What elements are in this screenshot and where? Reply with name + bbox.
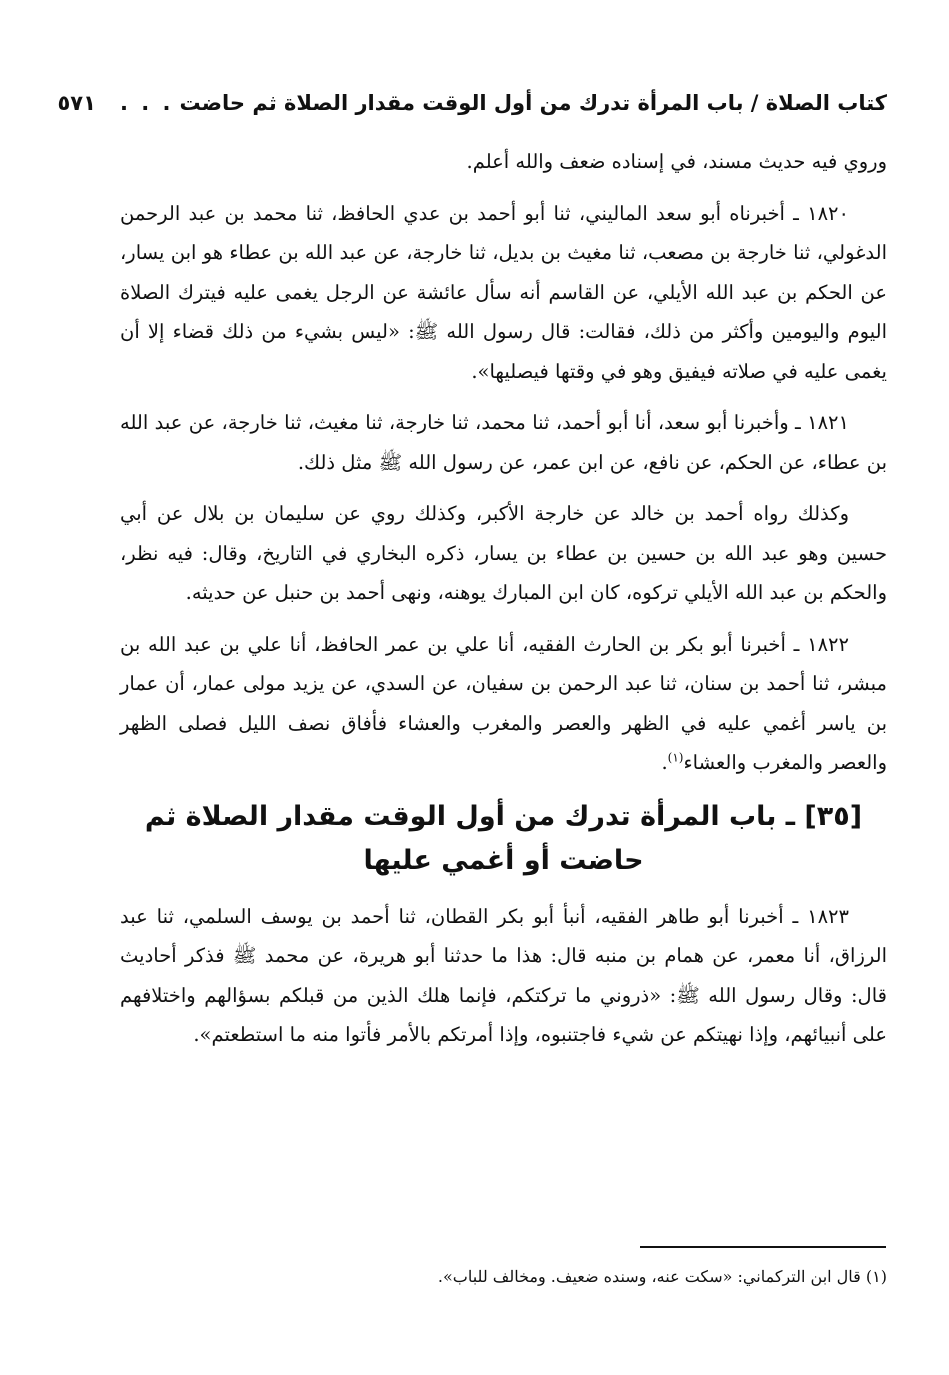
footnote-reference[interactable]: (١) <box>667 750 684 765</box>
header-dots: . . . <box>119 91 174 115</box>
page-number: ٥٧١ <box>57 91 96 115</box>
paragraph-text: ١٨٢٢ ـ أخبرنا أبو بكر بن الحارث الفقيه، أنا علي بن عمر الحافظ، أنا علي بن عبد الله بن مبشر، ثنا أحمد بن سنان، ثنا عبد الرحمن بن سفيان، عن السدي، عن يزيد مولى عمار، أن عمار بن ياسر أغمي عليه في الظهر والعصر والمغرب والعشاء فأفاق نصف الليل فصلى الظهر والعصر والمغرب والعشاء <box>120 632 887 774</box>
hadith-paragraph: ١٨٢٣ ـ أخبرنا أبو طاهر الفقيه، أنبأ أبو بكر القطان، ثنا أحمد بن يوسف السلمي، ثنا عبد الرزاق، أنا معمر، عن همام بن منبه قال: هذا ما حدثنا أبو هريرة، عن محمد ﷺ فذكر أحاديث قال: وقال رسول الله ﷺ: «ذروني ما تركتكم، فإنما هلك الذين من قبلكم بسؤالهم واختلافهم على أنبيائهم، وإذا نهيتكم عن شيء فاجتنبوه، وإذا أمرتكم بالأمر فأتوا منه ما استطعتم». <box>120 904 887 1046</box>
footnote-divider <box>640 1246 886 1248</box>
footnote: (١) قال ابن التركماني: «سكت عنه، وسنده ضعيف. ومخالف للباب». <box>437 1267 887 1286</box>
hadith-paragraph: ١٨٢١ ـ وأخبرنا أبو سعد، أنا أبو أحمد، ثنا محمد، ثنا خارجة، ثنا مغيث، ثنا خارجة، عن عبد الله بن عطاء، عن الحكم، عن نافع، عن ابن عمر، عن رسول الله ﷺ مثل ذلك. <box>120 411 887 474</box>
commentary-paragraph: وكذلك رواه أحمد بن خالد عن خارجة الأكبر، وكذلك روي عن سليمان بن بلال عن أبي حسين وهو عبد الله بن حسين بن عطاء بن يسار، ذكره البخاري في التاريخ، وقال: فيه نظر، والحكم بن عبد الله الأيلي تركوه، كان ابن المبارك يوهنه، ونهى أحمد بن حنبل عن حديثه. <box>120 502 887 604</box>
main-text <box>120 142 887 1067</box>
hadith-paragraph: ١٨٢٠ ـ أخبرناه أبو سعد الماليني، ثنا أبو أحمد بن عدي الحافظ، ثنا محمد بن عبد الرحمن الدغولي، ثنا خارجة بن مصعب، ثنا مغيث بن بديل، ثنا خارجة، عن عبد الله بن عطاء هو ابن يسار، عن الحكم بن عبد الله الأيلي، عن القاسم أنه سأل عائشة عن الرجل يغمى عليه فيترك الصلاة اليوم واليومين وأكثر من ذلك، فقالت: قال رسول الله ﷺ: «ليس بشيء من ذلك قضاء إلا أن يغمى عليه في صلاته فيفيق وهو في وقتها فيصليها». <box>120 201 887 383</box>
paragraph-tail: . <box>661 751 668 774</box>
hadith-paragraph <box>120 625 887 783</box>
running-title: كتاب الصلاة / باب المرأة تدرك من أول الوقت مقدار الصلاة ثم حاضت <box>179 91 887 115</box>
page-header <box>57 78 887 128</box>
section-heading: [٣٥] ـ باب المرأة تدرك من أول الوقت مقدار الصلاة ثم حاضت أو أغمي عليها <box>144 800 863 876</box>
paragraph: وروي فيه حديث مسند، في إسناده ضعف والله أعلم. <box>466 150 887 173</box>
